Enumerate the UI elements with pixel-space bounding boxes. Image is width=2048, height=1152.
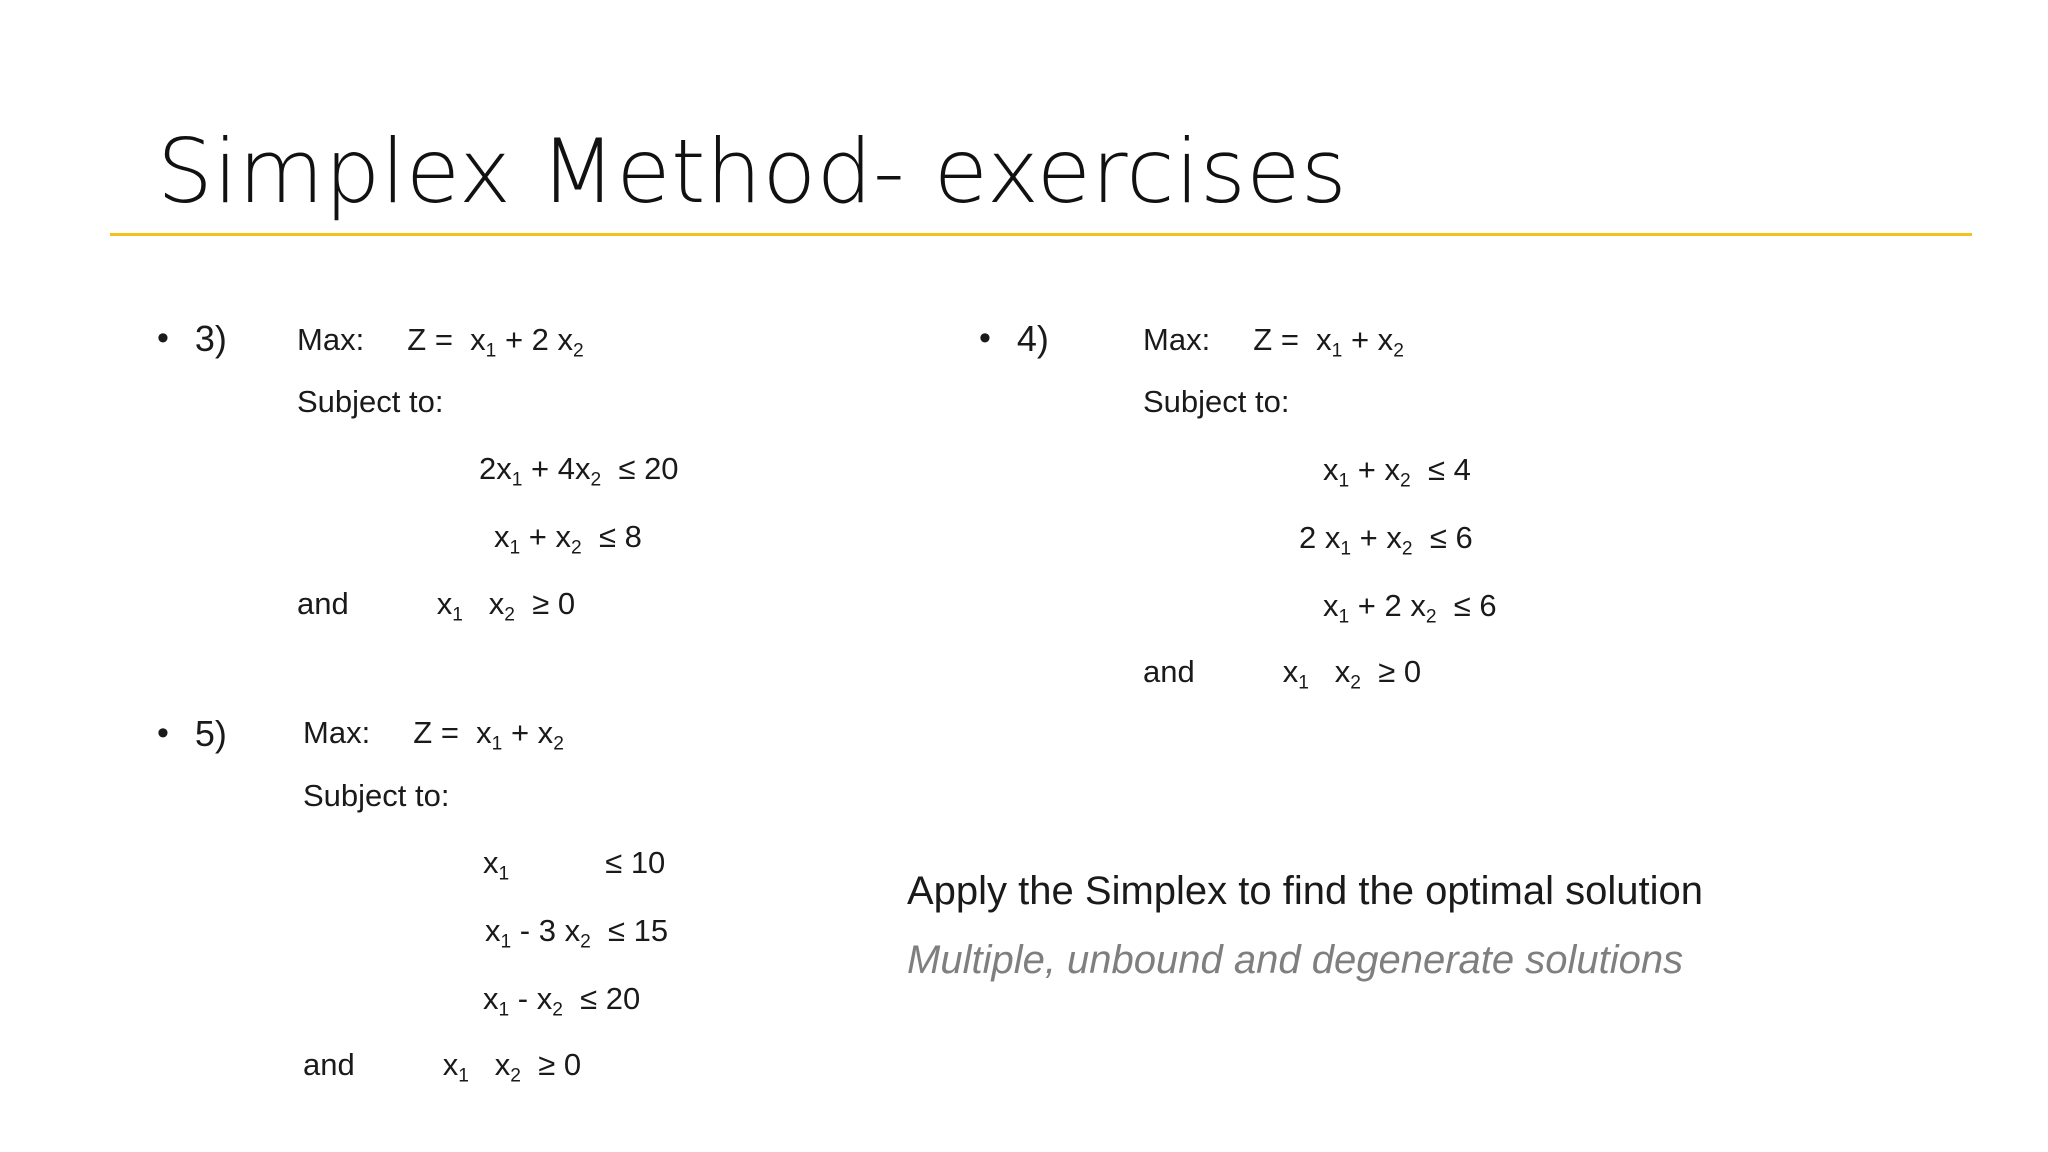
note-text: Multiple, unbound and degenerate solutions [907,938,1684,982]
exercise-3-subject-to: Subject to: [297,384,444,419]
exercise-3-number: • 3) [157,318,227,359]
exercise-5-constraint-2: $x_1 - 3$ $x_2 \le 15$ [485,913,669,953]
exercise-4-nonnegativity: and $x_1$ $x_2 \ge 0$ [1143,654,1422,694]
bullet-icon: • [979,319,991,357]
instruction-text: Apply the Simplex to find the optimal solution [907,869,1703,913]
exercise-4-number: • 4) [979,318,1049,359]
exercise-3-constraint-1: $2x_1 + 4x_2 \le 20$ [479,451,679,491]
exercise-5-nonnegativity: and $x_1$ $x_2 \ge 0$ [303,1047,582,1087]
exercise-4-constraint-2: 2 $x_1 + x_2 \le 6$ [1299,520,1473,560]
exercise-4-objective: Max: $Z = x_1 + x_2$ [1143,322,1404,362]
exercise-5-objective: Max: $Z = x_1 + x_2$ [303,715,564,755]
exercise-3-nonnegativity: and $x_1$ $x_2 \ge 0$ [297,586,576,626]
slide-title: Simplex Method- exercises [157,120,1348,223]
exercise-5-constraint-1: $x_1 \le 10$ [483,845,666,885]
exercise-4-subject-to: Subject to: [1143,384,1290,419]
exercise-3-objective: Max: $Z = x_1 + 2$ $x_2$ [297,322,584,362]
exercise-5-constraint-3: $x_1 - x_2 \le 20$ [483,981,641,1021]
bullet-icon: • [157,714,169,752]
exercise-5-number: • 5) [157,713,227,754]
title-underline [110,233,1972,236]
exercise-4-constraint-3: $x_1 + 2$ $x_2 \le 6$ [1323,588,1497,628]
exercise-4-constraint-1: $x_1 + x_2 \le 4$ [1323,452,1471,492]
bullet-icon: • [157,319,169,357]
exercise-3-constraint-2: $x_1 + x_2 \le 8$ [494,519,642,559]
exercise-5-subject-to: Subject to: [303,778,450,813]
